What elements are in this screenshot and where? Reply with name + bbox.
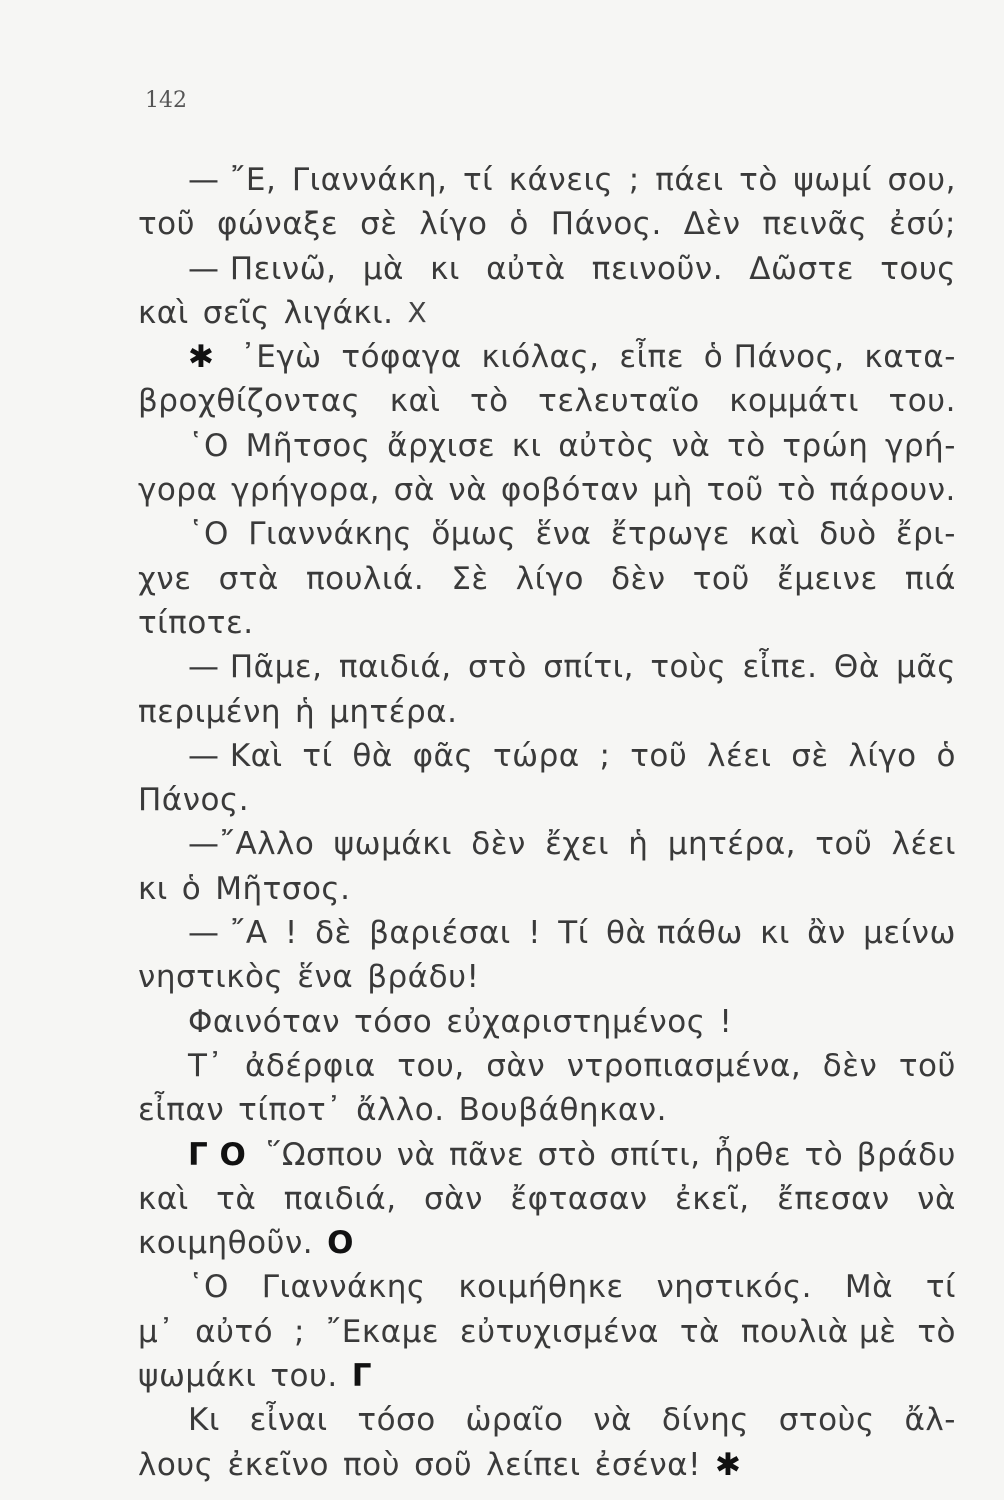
word: Τ᾿ xyxy=(188,1047,224,1084)
word: ! xyxy=(284,915,298,952)
word: τὸ xyxy=(804,1136,844,1173)
text-line xyxy=(138,1265,956,1309)
word: τελευταῖο xyxy=(538,383,700,420)
word: ῎Εκαμε xyxy=(325,1313,440,1350)
word: τους xyxy=(880,250,956,287)
handwritten-mark: Γ Ο xyxy=(188,1136,247,1173)
word: βαριέσαι xyxy=(369,915,511,952)
word: ἕνα xyxy=(297,959,354,996)
word: ψωμάκι xyxy=(138,1358,257,1395)
word: παιδιά, xyxy=(338,649,452,686)
word: του. xyxy=(270,1358,338,1395)
text-line xyxy=(138,601,956,645)
word: σου, xyxy=(887,162,956,198)
body-text xyxy=(138,158,956,1487)
word: πιά xyxy=(904,560,956,597)
word: βράδυ xyxy=(856,1136,956,1173)
word: ῾Ο xyxy=(188,516,229,553)
word: ἄρχισε xyxy=(387,427,496,464)
word: στὸ xyxy=(537,1136,597,1173)
word: κι xyxy=(760,915,790,952)
text-line xyxy=(138,512,956,556)
word: πεινοῦν. xyxy=(591,250,724,287)
word: σπίτι, xyxy=(609,1136,701,1173)
word: ἔπεσαν xyxy=(777,1180,890,1217)
word: κοιμηθοῦν. xyxy=(138,1225,314,1262)
word: τόσο xyxy=(357,1402,436,1439)
word: νὰ xyxy=(917,1180,956,1217)
word: ! xyxy=(719,1003,733,1040)
word: τὸ xyxy=(917,1313,956,1350)
word: πεινᾶς xyxy=(762,206,868,243)
text-line xyxy=(138,1133,956,1177)
word: μ᾿ xyxy=(138,1313,175,1350)
text-line xyxy=(138,867,956,911)
word: σὲ xyxy=(360,206,398,243)
word: ῾Ο xyxy=(188,427,229,464)
text-line xyxy=(138,1044,956,1088)
word: παιδιά, xyxy=(283,1180,397,1217)
word: δυὸ xyxy=(819,516,877,553)
word: μᾶς xyxy=(896,649,956,686)
word: νὰ xyxy=(448,472,488,509)
word: ποὺ xyxy=(343,1446,401,1483)
word: —῎Αλλο xyxy=(188,826,315,863)
word: μὰ xyxy=(362,250,404,287)
word: σεῖς xyxy=(202,294,270,331)
word: σὰν xyxy=(486,1047,546,1084)
word: Τί xyxy=(558,915,589,952)
word: τοῦ xyxy=(706,472,764,509)
word: — ῎Ε, xyxy=(188,162,277,198)
word: ῞Ωσπου xyxy=(265,1136,384,1173)
text-line xyxy=(138,335,956,379)
text-line xyxy=(138,468,956,512)
word: εἶπε. xyxy=(742,649,818,686)
word: κομμάτι xyxy=(729,383,859,420)
text-line xyxy=(138,1354,956,1398)
word: πουλιά. xyxy=(305,560,425,597)
word: ; xyxy=(599,737,611,774)
word: Φαινόταν xyxy=(188,1003,341,1040)
word: ἔμεινε xyxy=(776,560,878,597)
word: ψωμί xyxy=(793,162,872,198)
word: ῾Ο xyxy=(188,1269,229,1306)
word: Μὰ xyxy=(844,1269,894,1306)
word: Σὲ xyxy=(451,560,489,597)
word: ἡ xyxy=(295,693,316,730)
word: θὰ xyxy=(352,737,393,774)
word: τοῦ xyxy=(815,826,873,863)
word: κι xyxy=(430,250,460,287)
word: δὲν xyxy=(822,1047,878,1084)
text-line xyxy=(138,955,956,999)
word: πάρουν. xyxy=(829,472,956,509)
word: ὁ xyxy=(181,870,202,907)
word: κατα- xyxy=(864,339,956,376)
text-line xyxy=(138,734,956,778)
text-line xyxy=(138,424,956,468)
text-line xyxy=(138,158,956,202)
word: — Πεινῶ, xyxy=(188,250,337,287)
word: Μῆτσος xyxy=(245,427,371,464)
word: τίποτε. xyxy=(138,604,254,641)
word: ὅμως xyxy=(431,516,517,553)
text-line xyxy=(138,911,956,955)
word: Πάνος. xyxy=(138,782,250,819)
word: εἶπαν xyxy=(138,1092,225,1129)
word: χνε xyxy=(138,560,192,597)
word: — ῎Α xyxy=(188,915,268,952)
word: στὸ xyxy=(468,649,527,686)
word: ; xyxy=(628,162,640,198)
word: ὁ xyxy=(936,737,956,774)
word: Πάνος. xyxy=(550,206,662,243)
word: του. xyxy=(888,383,956,420)
word: ἕνα xyxy=(535,516,592,553)
word: στὰ xyxy=(218,560,279,597)
word: φοβόταν xyxy=(500,472,639,509)
word: σὰν xyxy=(424,1180,483,1217)
word: ἄλ- xyxy=(904,1402,956,1439)
word: ἦρθε xyxy=(714,1136,792,1173)
word: ἐκεῖνο xyxy=(227,1446,330,1483)
word: Γιαννάκης xyxy=(261,1269,426,1306)
word: ἔφτασαν xyxy=(510,1180,648,1217)
word: ᾿Εγὼ xyxy=(240,339,322,376)
word: σπίτι, xyxy=(543,649,634,686)
word: ! xyxy=(528,915,542,952)
word: δὲ xyxy=(315,915,352,952)
text-line xyxy=(138,1088,956,1132)
word: τίποτ᾿ xyxy=(238,1092,343,1129)
text-line xyxy=(138,1398,956,1442)
word: τοὺς xyxy=(650,649,727,686)
word: τόσο xyxy=(354,1003,433,1040)
word: ἔχει xyxy=(545,826,610,863)
word: λίγο xyxy=(515,560,584,597)
word: νὰ xyxy=(671,427,711,464)
word: λίγο xyxy=(419,206,488,243)
word: τί xyxy=(302,737,333,774)
word: λέει xyxy=(891,826,956,863)
word: κιόλας, xyxy=(481,339,600,376)
text-line xyxy=(138,1310,956,1354)
handwritten-mark: ✱ xyxy=(715,1446,742,1483)
handwritten-mark: Ο xyxy=(327,1225,354,1262)
word: εἶπε xyxy=(619,339,684,376)
word: καὶ xyxy=(138,1180,189,1217)
word: βροχθίζοντας xyxy=(138,383,361,420)
word: τοῦ xyxy=(692,560,750,597)
word: λέει xyxy=(707,737,772,774)
word: Βουβάθηκαν. xyxy=(458,1092,667,1129)
word: πάει xyxy=(655,162,724,198)
word: τώρα xyxy=(492,737,580,774)
word: ὁ Πάνος, xyxy=(703,339,845,376)
word: κι xyxy=(138,870,168,907)
word: Θὰ xyxy=(833,649,880,686)
word: Δὲν xyxy=(683,206,741,243)
word: ἐκεῖ, xyxy=(675,1180,750,1217)
word: μείνω xyxy=(863,915,956,952)
word: φώναξε xyxy=(216,206,339,243)
word: εὐτυχισμένα xyxy=(459,1313,659,1350)
word: θὰ πάθω xyxy=(606,915,743,952)
text-line xyxy=(138,557,956,601)
text-line xyxy=(138,1000,956,1044)
word: τοῦ xyxy=(138,206,196,243)
word: δὲν xyxy=(471,826,526,863)
handwritten-mark: Γ xyxy=(351,1358,373,1395)
word: τὰ xyxy=(216,1180,257,1217)
word: νηστικός. xyxy=(656,1269,813,1306)
word: δίνης xyxy=(661,1402,749,1439)
word: βράδυ! xyxy=(367,959,480,996)
word: σὲ xyxy=(791,737,829,774)
word: λιγάκι. xyxy=(283,294,394,331)
word: ἔρι- xyxy=(895,516,956,553)
word: του, xyxy=(397,1047,465,1084)
word: κάνεις xyxy=(508,162,614,198)
word: Γιαννάκη, xyxy=(291,162,448,198)
word: τί xyxy=(925,1269,956,1306)
word: γρή- xyxy=(885,427,956,464)
text-line xyxy=(138,1443,956,1487)
word: ὁ xyxy=(509,206,529,243)
word: τὸ xyxy=(470,383,509,420)
text-line xyxy=(138,645,956,689)
text-line xyxy=(138,822,956,866)
word: λους xyxy=(138,1446,214,1483)
word: γρήγορα, xyxy=(231,472,381,509)
word: αὐτό xyxy=(195,1313,274,1350)
word: ἀδέρφια xyxy=(245,1047,376,1084)
word: εὐχαριστημένος xyxy=(446,1003,706,1040)
word: τὸ xyxy=(739,162,778,198)
word: ἐσένα! xyxy=(594,1446,702,1483)
word: πᾶνε xyxy=(448,1136,525,1173)
page-number: 142 xyxy=(145,88,187,113)
word: — Πᾶμε, xyxy=(188,649,323,686)
word: τοῦ xyxy=(898,1047,956,1084)
word: ; xyxy=(293,1313,305,1350)
word: μητέρα. xyxy=(329,693,458,730)
word: πουλιὰ μὲ xyxy=(740,1313,897,1350)
word: τὰ xyxy=(679,1313,720,1350)
word: λίγο xyxy=(848,737,917,774)
word: τρώη xyxy=(782,427,869,464)
word: σοῦ xyxy=(414,1446,473,1483)
word: Δῶστε xyxy=(749,250,855,287)
word: ἂν xyxy=(807,915,846,952)
word: μητέρα, xyxy=(667,826,796,863)
word: ντροπιασμένα, xyxy=(566,1047,802,1084)
word: ἐσύ; xyxy=(889,206,956,243)
word: ἄλλο. xyxy=(356,1092,445,1129)
word: μὴ xyxy=(652,472,693,509)
word: Μῆτσος. xyxy=(215,870,351,907)
word: σὰ xyxy=(393,472,435,509)
word: δὲν xyxy=(611,560,666,597)
word: καὶ xyxy=(389,383,441,420)
word: καὶ xyxy=(138,294,189,331)
word: νὰ xyxy=(396,1136,436,1173)
handwritten-mark: ✱ xyxy=(188,339,215,376)
word: — Καὶ xyxy=(188,737,283,774)
word: ἡ xyxy=(628,826,649,863)
word: τοῦ xyxy=(630,737,688,774)
word: τί xyxy=(462,162,494,198)
text-line xyxy=(138,247,956,291)
word: νηστικὸς xyxy=(138,959,284,996)
word: ἔτρωγε xyxy=(610,516,730,553)
word: εἶναι xyxy=(249,1402,328,1439)
word: κι xyxy=(511,427,542,464)
word: κοιμήθηκε xyxy=(458,1269,624,1306)
word: φᾶς xyxy=(412,737,474,774)
word: Κι xyxy=(188,1402,220,1439)
text-line xyxy=(138,379,956,423)
word: τὸ xyxy=(777,472,816,509)
word: αὐτὰ xyxy=(486,250,566,287)
word: λείπει xyxy=(486,1446,581,1483)
text-line xyxy=(138,291,956,335)
text-line xyxy=(138,202,956,246)
word: τὸ xyxy=(727,427,766,464)
word: καὶ xyxy=(749,516,800,553)
text-line xyxy=(138,1221,956,1265)
word: ὡραῖο xyxy=(465,1402,564,1439)
word: ψωμάκι xyxy=(333,826,452,863)
word: τόφαγα xyxy=(341,339,462,376)
word: αὐτὸς xyxy=(558,427,655,464)
text-line xyxy=(138,690,956,734)
word: στοὺς xyxy=(778,1402,875,1439)
text-line xyxy=(138,778,956,822)
handwritten-mark: X xyxy=(407,295,428,329)
word: Γιαννάκης xyxy=(248,516,413,553)
word: γορα xyxy=(138,472,218,509)
word: νὰ xyxy=(593,1402,633,1439)
text-line xyxy=(138,1177,956,1221)
word: περιμένη xyxy=(138,693,282,730)
